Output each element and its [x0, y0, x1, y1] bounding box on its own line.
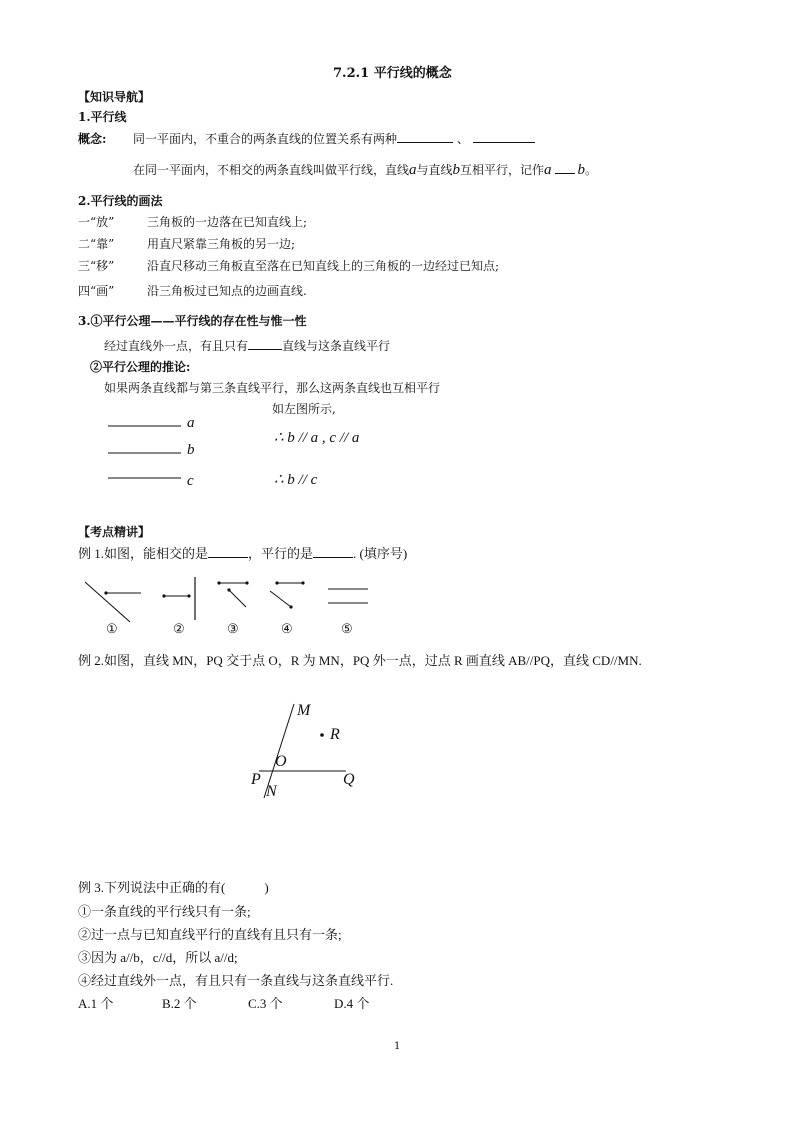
as-shown-text: 如左图所示,	[272, 402, 336, 416]
step-3-label: 三“移”	[78, 259, 115, 273]
concept-text-2c: 互相平行，记作	[460, 163, 545, 177]
ex1-text-c: . (填序号)	[353, 546, 408, 561]
ex1-text-b: ，平行的是	[248, 546, 314, 561]
step-3-text: 沿直尺移动三角板直至落在已知直线上的三角板的一边经过已知点;	[147, 259, 500, 273]
heading-drawing-method: 2.平行线的画法	[78, 194, 163, 208]
heading-corollary: ②平行公理的推论:	[90, 360, 191, 374]
label-p: P	[251, 771, 261, 788]
figure-3-label: ③	[227, 622, 239, 637]
axiom-text-a: 经过直线外一点，有且只有	[104, 339, 249, 353]
step-1-label: 一“放”	[78, 215, 115, 229]
heading-parallel-axiom: 3.①平行公理——平行线的存在性与惟一性	[78, 314, 307, 328]
line-c-label: c	[187, 473, 194, 489]
line-b-label: b	[187, 442, 195, 458]
step-1-text: 三角板的一边落在已知直线上;	[147, 215, 308, 229]
separator: 、	[456, 132, 469, 146]
heading-parallel-lines: 1.平行线	[78, 110, 127, 124]
label-q: Q	[343, 771, 355, 788]
label-o: O	[275, 753, 287, 770]
var-b: b	[452, 162, 461, 178]
figure-2-label: ②	[173, 622, 185, 637]
statement-2: ②过一点与已知直线平行的直线有且只有一条;	[78, 927, 342, 942]
ex1-text-a: 例 1.如图，能相交的是	[78, 546, 209, 561]
statement-1: ①一条直线的平行线只有一条;	[78, 904, 251, 919]
label-n: N	[266, 783, 277, 800]
axiom-text-b: 直线与这条直线平行	[282, 339, 391, 353]
proof-step-1: ∴ b // a , c // a	[274, 430, 360, 446]
section-header-examples: 【考点精讲】	[78, 525, 151, 539]
end-dot: 。	[585, 163, 598, 177]
example-2-text: 例 2.如图，直线 MN，PQ 交于点 O，R 为 MN，PQ 外一点，过点 R 画直线 AB//PQ，直线 CD//MN.	[78, 653, 642, 668]
option-c[interactable]: C.3 个	[248, 996, 283, 1011]
concept-text-2b: 与直线	[416, 163, 453, 177]
concept-text-1: 同一平面内，不重合的两条直线的位置关系有两种	[133, 132, 398, 146]
step-4-label: 四“画”	[78, 284, 115, 298]
var-a: a	[409, 162, 417, 178]
page-number: 1	[394, 1041, 401, 1052]
corollary-text: 如果两条直线都与第三条直线平行，那么这两条直线也互相平行	[104, 381, 441, 395]
section-header-guide: 【知识导航】	[78, 90, 151, 104]
proof-step-2: ∴ b // c	[274, 472, 318, 488]
notation-b: b	[577, 162, 586, 178]
label-r: R	[330, 726, 340, 743]
concept-label: 概念:	[78, 132, 107, 146]
step-4-text: 沿三角板过已知点的边画直线.	[147, 284, 307, 298]
line-a-label: a	[187, 415, 195, 431]
figure-1-label: ①	[106, 622, 118, 637]
step-2-label: 二“靠”	[78, 237, 115, 251]
label-m: M	[297, 702, 311, 719]
figure-5-label: ⑤	[341, 622, 353, 637]
example-3-stem: 例 3.下列说法中正确的有( )	[78, 880, 269, 895]
point-r	[320, 733, 324, 737]
option-a[interactable]: A.1 个	[78, 996, 114, 1011]
page-title: 7.2.1 平行线的概念	[333, 66, 452, 81]
step-2-text: 用直尺紧靠三角板的另一边;	[147, 237, 296, 251]
concept-text-2a: 在同一平面内，不相交的两条直线叫做平行线，直线	[133, 163, 410, 177]
statement-3: ③因为 a//b，c//d，所以 a//d;	[78, 950, 238, 965]
option-b[interactable]: B.2 个	[162, 996, 197, 1011]
notation-a: a	[544, 162, 552, 178]
statement-4: ④经过直线外一点，有且只有一条直线与这条直线平行.	[78, 973, 394, 988]
option-d[interactable]: D.4 个	[334, 996, 370, 1011]
figure-4-label: ④	[281, 622, 293, 637]
